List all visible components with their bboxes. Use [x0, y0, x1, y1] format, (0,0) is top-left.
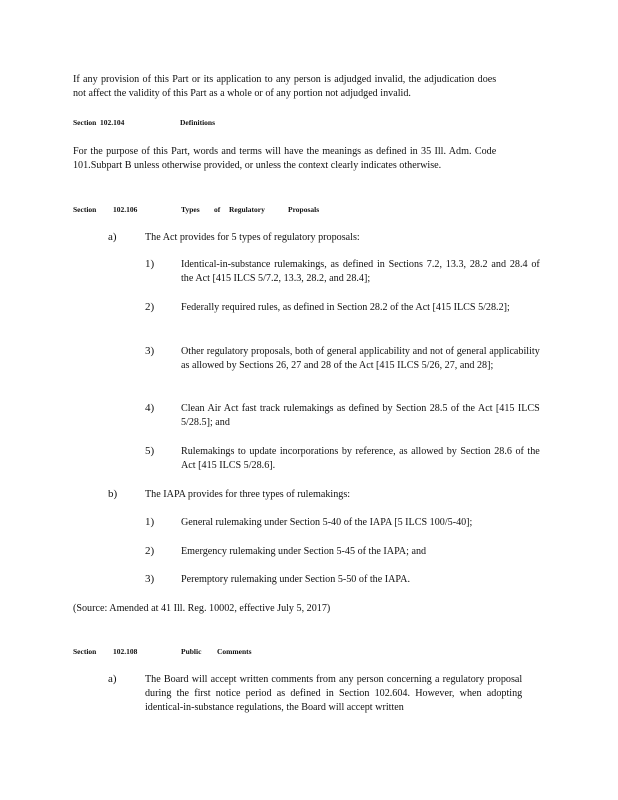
list-item-text: Other regulatory proposals, both of general applicability and not of general applicability as allowed by Sections 26, 27 and 28 of the Act [415 ILCS 5/26, 27, and 28];: [181, 345, 540, 371]
section-label: Section: [73, 647, 97, 656]
list-item-text: Identical-in-substance rulemakings, as defined in Sections 7.2, 13.3, 28.2 and 28.4 of the Act [415 ILCS 5/7.2, 13.3, 28.2, and 28.4];: [181, 258, 540, 284]
subsection-marker: b): [108, 488, 118, 500]
list-item-text: Rulemakings to update incorporations by reference, as allowed by Section 28.6 of the Act [415 ILCS 5/28.6].: [181, 445, 540, 471]
section-number: 102.108: [113, 647, 138, 656]
section-title-word: Public: [181, 647, 202, 656]
list-item-text: Peremptory rulemaking under Section 5-50 of the IAPA.: [181, 573, 410, 585]
section-label: Section: [73, 118, 97, 127]
list-item-marker: 3): [145, 573, 155, 585]
source-note: (Source: Amended at 41 Ill. Reg. 10002, effective July 5, 2017): [73, 602, 331, 614]
list-item-marker: 5): [145, 445, 155, 457]
section-title-word: Proposals: [288, 205, 320, 214]
list-item-marker: 3): [145, 345, 155, 357]
section-title-word: Comments: [217, 647, 252, 656]
intro-paragraph: If any provision of this Part or its application to any person is adjudged invalid, the adjudication does not affect the validity of this Part as a whole or of any portion not adjudged invalid.: [73, 73, 497, 99]
list-item-text: General rulemaking under Section 5-40 of the IAPA [5 ILCS 100/5-40];: [181, 516, 473, 528]
section-number: 102.106: [113, 205, 138, 214]
subsection-text: The Board will accept written comments from any person concerning a regulatory proposal during the first notice period as defined in Section 102.604. However, when adopting identical-in-substance regulations, the Board will accept written: [145, 673, 523, 713]
list-item-text: Emergency rulemaking under Section 5-45 of the IAPA; and: [181, 545, 427, 557]
subsection-marker: a): [108, 673, 117, 685]
subsection-text: The Act provides for 5 types of regulatory proposals:: [145, 231, 360, 243]
subsection-marker: a): [108, 231, 117, 243]
list-item-marker: 2): [145, 301, 155, 313]
section-number: 102.104: [100, 118, 125, 127]
list-item-text: Federally required rules, as defined in Section 28.2 of the Act [415 ILCS 5/28.2];: [181, 301, 510, 313]
subsection-text: The IAPA provides for three types of rulemakings:: [145, 488, 351, 500]
definitions-paragraph: For the purpose of this Part, words and terms will have the meanings as defined in 35 Ill. Adm. Code 101.Subpart B unless otherwise provided, or unless the context clearly indicates otherwise.: [73, 145, 497, 171]
list-item-marker: 1): [145, 516, 155, 528]
list-item-marker: 4): [145, 402, 155, 414]
list-item-text: Clean Air Act fast track rulemakings as defined by Section 28.5 of the Act [415 ILCS 5/28.5]; and: [181, 402, 540, 428]
section-title-word: of: [214, 205, 221, 214]
section-title: Definitions: [180, 118, 216, 127]
section-title-word: Types: [181, 205, 200, 214]
section-title-word: Regulatory: [229, 205, 265, 214]
list-item-marker: 1): [145, 258, 155, 270]
section-label: Section: [73, 205, 97, 214]
list-item-marker: 2): [145, 545, 155, 557]
